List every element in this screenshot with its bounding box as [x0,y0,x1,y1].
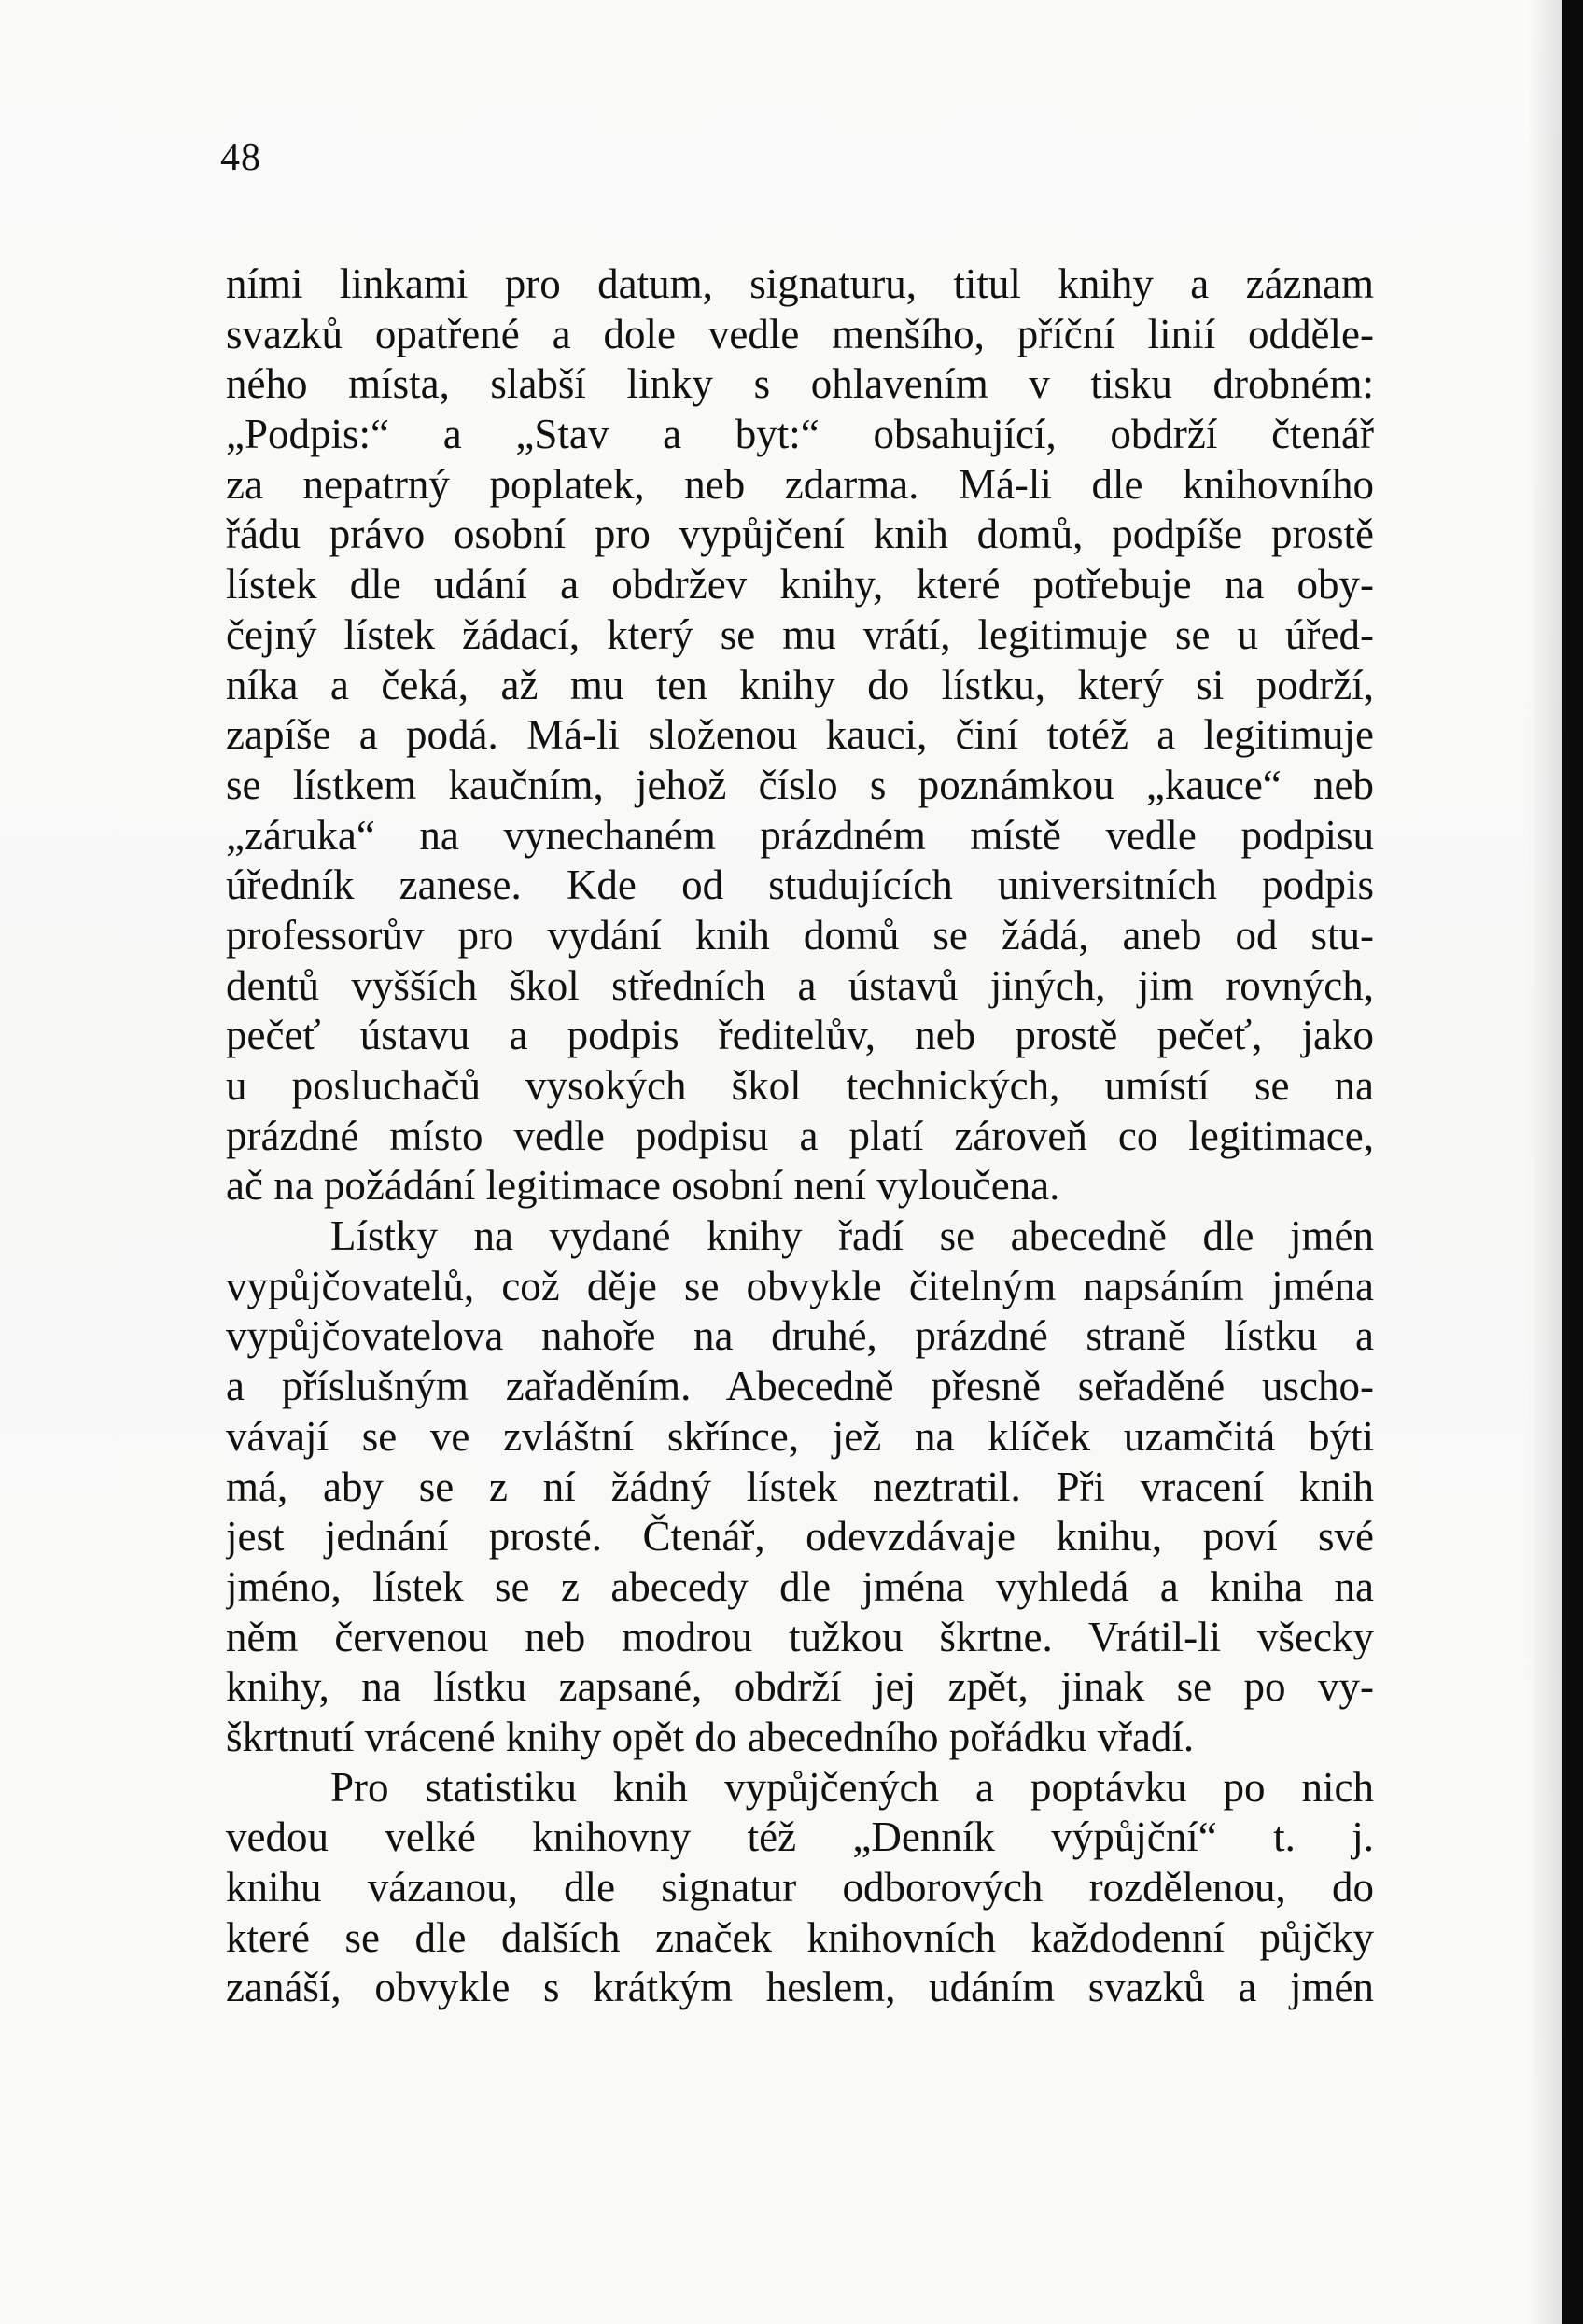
body-text [226,259,1374,2013]
text-line: které se dle dalších značek knihovních každodenní půjčky [226,1913,1374,1961]
text-line: dentů vyšších škol středních a ústavů jiných, jim rovných, [226,961,1374,1009]
text-line: níka a čeká, až mu ten knihy do lístku, který si podrží, [226,661,1374,708]
text-line: za nepatrný poplatek, neb zdarma. Má-li dle knihovního [226,460,1374,508]
text-line: „záruka“ na vynechaném prázdném místě vedle podpisu [226,811,1374,859]
text-line: zanáší, obvykle s krátkým heslem, udáním svazků a jmén [226,1964,1374,2011]
text-line: prázdné místo vedle podpisu a platí zároveň co legitimace, [226,1112,1374,1159]
text-line: ného místa, slabší linky s ohlavením v tisku drobném: [226,360,1374,408]
text-line: pečeť ústavu a podpis ředitelův, neb prostě pečeť, jako [226,1012,1374,1059]
text-line: knihy, na lístku zapsané, obdrží jej zpět, jinak se po vy- [226,1663,1374,1711]
text-line: úředník zanese. Kde od studujících universitních podpis [226,861,1374,909]
page-number: 48 [220,136,261,179]
text-line: jméno, lístek se z abecedy dle jména vyhledá a kniha na [226,1562,1374,1610]
text-line: má, aby se z ní žádný lístek neztratil. Při vracení knih [226,1463,1374,1510]
text-line: ač na požádání legitimace osobní není vyloučena. [226,1162,1060,1210]
text-line: professorův pro vydání knih domů se žádá, aneb od stu- [226,911,1374,959]
scan-edge-right [1562,0,1583,2324]
text-line: vypůjčovatelova nahoře na druhé, prázdné straně lístku a [226,1312,1374,1360]
text-line: jest jednání prosté. Čtenář, odevzdávaje knihu, poví své [226,1513,1374,1561]
scan-edge-shadow [1527,0,1562,2324]
text-line: škrtnutí vrácené knihy opět do abecedního pořádku vřadí. [226,1713,1195,1760]
text-line: Pro statistiku knih vypůjčených a poptávku po nich [330,1763,1374,1811]
text-line: něm červenou neb modrou tužkou škrtne. Vrátil-li všecky [226,1613,1374,1660]
text-line: a příslušným zařaděním. Abecedně přesně seřaděné uscho- [226,1363,1374,1410]
text-line: Lístky na vydané knihy řadí se abecedně dle jmén [330,1212,1374,1260]
text-line: vypůjčovatelů, což děje se obvykle čitelným napsáním jména [226,1262,1374,1309]
text-line: se lístkem kaučním, jehož číslo s poznámkou „kauce“ neb [226,761,1374,808]
text-line: svazků opatřené a dole vedle menšího, příční linií odděle- [226,310,1374,357]
text-line: vedou velké knihovny též „Denník výpůjční“ t. j. [226,1813,1374,1861]
text-line: ními linkami pro datum, signaturu, titul knihy a záznam [226,260,1374,307]
text-line: „Podpis:“ a „Stav a byt:“ obsahující, obdrží čtenář [226,411,1374,458]
text-line: lístek dle udání a obdržev knihy, které potřebuje na oby- [226,561,1374,609]
text-line: čejný lístek žádací, který se mu vrátí, legitimuje se u úřed- [226,610,1374,658]
text-line: řádu právo osobní pro vypůjčení knih domů, podpíše prostě [226,511,1374,558]
text-line: zapíše a podá. Má-li složenou kauci, činí totéž a legitimuje [226,711,1374,759]
text-line: vávají se ve zvláštní skřínce, jež na klíček uzamčitá býti [226,1412,1374,1460]
text-line: u posluchačů vysokých škol technických, umístí se na [226,1062,1374,1109]
text-line: knihu vázanou, dle signatur odborových rozdělenou, do [226,1864,1374,1911]
